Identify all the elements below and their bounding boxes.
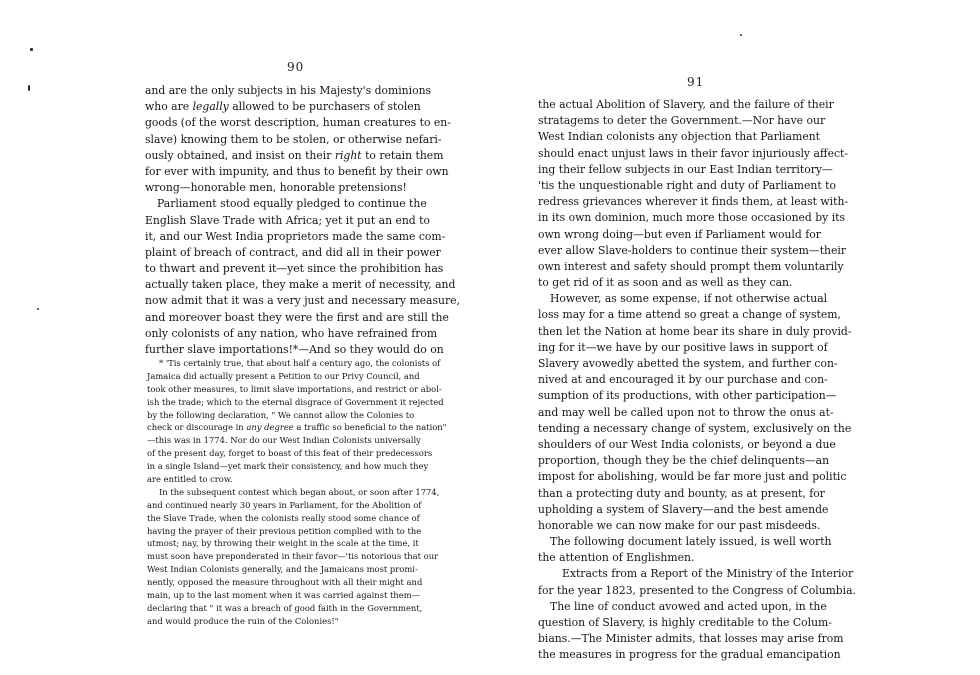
text-line: The line of conduct avowed and acted upon, in the: [550, 599, 827, 613]
text-line: —this was in 1774. Nor do our West Indian Colonists universally: [147, 435, 421, 446]
text-line: the attention of Englishmen.: [538, 551, 695, 565]
text-line: redress grievances wherever it finds them, at least with-: [538, 195, 849, 209]
text-line: and moreover boast they were the first and are still the: [145, 310, 449, 324]
text-line: declaring that " it was a breach of good faith in the Government,: [147, 602, 423, 613]
text-line: and may well be called upon not to throw the onus at-: [538, 405, 834, 419]
text-line: West Indian Colonists generally, and the Jamaicans most promi-: [147, 564, 418, 575]
text-line: ever allow Slave-holders to continue their system—their: [538, 243, 847, 257]
text-line: tending a necessary change of system, exclusively on the: [538, 421, 852, 435]
text-line: slave) knowing them to be stolen, or otherwise nefari-: [145, 132, 442, 146]
text-line: than a protecting duty and bounty, as at present, for: [538, 486, 825, 500]
text-line: Extracts from a Report of the Ministry of the Interior: [562, 567, 854, 581]
scan-speck: [740, 34, 742, 36]
text-line: should enact unjust laws in their favor injuriously affect-: [538, 146, 848, 160]
text-line: ing for it—we have by our positive laws in support of: [538, 340, 828, 354]
page-number: 90: [287, 60, 305, 74]
text-line: ish the trade; which to the eternal disgrace of Government it rejected: [147, 396, 444, 407]
text-line: honorable we can now make for our past misdeeds.: [538, 518, 821, 532]
right-page: [490, 0, 980, 675]
text-line: bians.—The Minister admits, that losses may arise from: [538, 632, 844, 646]
text-line: Parliament stood equally pledged to continue the: [157, 197, 427, 211]
text-line: for the year 1823, presented to the Congress of Columbia.: [538, 583, 856, 597]
text-line: and are the only subjects in his Majesty's dominions: [145, 84, 432, 97]
text-line: Jamaica did actually present a Petition to our Privy Council, and: [147, 370, 420, 381]
text-line: and would produce the ruin of the Colonies!": [147, 615, 339, 626]
text-line: must soon have preponderated in their favor—'tis notorious that our: [147, 551, 439, 562]
text-line: nently, opposed the measure throughout with all their might and: [147, 577, 423, 588]
text-line: impost for abolishing, would be far more just and politic: [538, 470, 847, 484]
text-line: further slave importations!*—And so they would do on: [145, 343, 444, 356]
text-line: to thwart and prevent it—yet since the prohibition has: [145, 262, 444, 276]
text-line: actually taken place, they make a merit of necessity, and: [145, 278, 456, 292]
text-line: wrong—honorable men, honorable pretensions!: [145, 181, 407, 195]
scan-speck: [28, 85, 30, 91]
text-line: stratagems to deter the Government.—Nor have our: [538, 114, 826, 128]
text-line: nived at and encouraged it by our purchase and con-: [538, 373, 828, 387]
text-line: upholding a system of Slavery—and the best amende: [538, 502, 829, 516]
text-line: Slavery avowedly abetted the system, and further con-: [538, 357, 838, 370]
text-line: in a single Island—yet mark their consistency, and how much they: [147, 461, 429, 472]
text-line: * 'Tis certainly true, that about half a century ago, the colonists of: [159, 358, 441, 368]
text-line: only colonists of any nation, who have refrained from: [145, 326, 438, 340]
text-line: and continued nearly 30 years in Parliament, for the Abolition of: [147, 499, 422, 510]
text-line: plaint of breach of contract, and did all in their power: [145, 245, 441, 259]
text-line: The following document lately issued, is well worth: [550, 535, 832, 549]
text-line: to get rid of it as soon and as well as they can.: [538, 276, 793, 290]
text-line: of the present day, forget to boast of this feat of their predecessors: [147, 448, 433, 459]
scan-speck: [37, 308, 39, 310]
text-line: English Slave Trade with Africa; yet it put an end to: [145, 213, 430, 227]
text-line: check or discourage in any degree a traffic so beneficial to the nation": [147, 422, 447, 433]
text-line: question of Slavery, is highly creditable to the Colum-: [538, 616, 832, 629]
text-line: ing their fellow subjects in our East Indian territory—: [538, 162, 833, 176]
scan-speck: [30, 48, 33, 51]
text-line: In the subsequent contest which began about, or soon after 1774,: [159, 486, 440, 497]
text-line: now admit that it was a very just and necessary measure,: [145, 294, 460, 308]
text-line: goods (of the worst description, human creatures to en-: [145, 116, 451, 130]
text-line: West Indian colonists any objection that Parliament: [538, 130, 821, 144]
text-line: own wrong doing—but even if Parliament would for: [538, 227, 821, 241]
text-line: having the prayer of their previous petition complied with to the: [147, 525, 422, 536]
text-line: took other measures, to limit slave importations, and restrict or abol-: [147, 383, 442, 394]
text-line: it, and our West India proprietors made the same com-: [145, 229, 446, 243]
text-line: are entitled to crow.: [147, 474, 233, 485]
text-line: However, as some expense, if not otherwise actual: [550, 292, 828, 306]
text-line: for ever with impunity, and thus to benefit by their own: [145, 164, 449, 178]
text-line: 'tis the unquestionable right and duty of Parliament to: [538, 178, 836, 192]
text-line: shoulders of our West India colonists, or beyond a due: [538, 437, 836, 451]
text-line: main, up to the last moment when it was carried against them—: [147, 590, 421, 601]
text-line: then let the Nation at home bear its share in duly provid-: [538, 324, 852, 338]
text-line: the Slave Trade, when the colonists really stood some chance of: [147, 512, 420, 523]
text-line: proportion, though they be the chief delinquents—an: [538, 454, 830, 468]
text-line: utmost; nay, by throwing their weight in the scale at the time, it: [147, 538, 419, 549]
page-number: 91: [687, 75, 705, 89]
text-line: ously obtained, and insist on their right to retain them: [145, 148, 444, 162]
body-text: [145, 83, 460, 358]
text-line: sumption of its productions, with other participation—: [538, 389, 837, 403]
text-line: the actual Abolition of Slavery, and the failure of their: [538, 98, 834, 111]
text-line: the measures in progress for the gradual emancipation: [538, 648, 841, 662]
text-line: who are legally allowed to be purchasers of stolen: [145, 100, 421, 114]
body-text: [538, 97, 856, 664]
text-line: own interest and safety should prompt them voluntarily: [538, 259, 844, 273]
footnote: [147, 357, 459, 628]
text-line: by the following declaration, " We cannot allow the Colonies to: [147, 409, 415, 420]
text-line: loss may for a time attend so great a change of system,: [538, 308, 841, 322]
text-line: in its own dominion, much more those occasioned by its: [538, 211, 846, 225]
